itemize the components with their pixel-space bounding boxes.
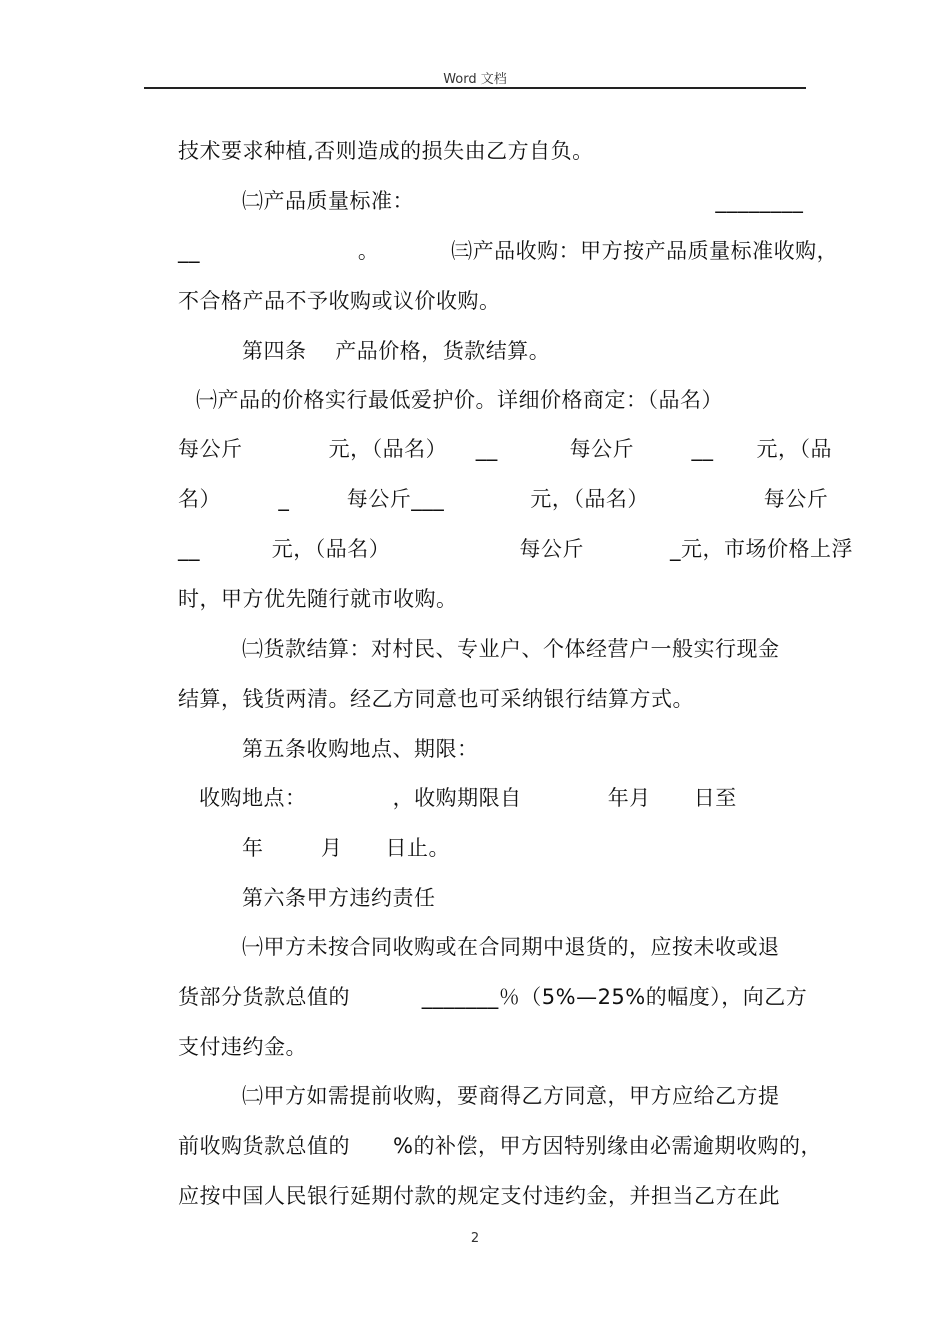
- body-line: 应按中国人民银行延期付款的规定支付违约金，并担当乙方在此: [178, 1184, 780, 1208]
- body-line: ㈡货款结算：对村民、专业户、个体经营户一般实行现金: [242, 637, 780, 661]
- body-line: 前收购货款总值的 %的补偿，甲方因特别缘由必需逾期收购的，: [178, 1134, 823, 1158]
- body-line: 结算，钱货两清。经乙方同意也可采纳银行结算方式。: [178, 687, 694, 711]
- page-number: 2: [470, 1231, 480, 1246]
- body-line: ㈡甲方如需提前收购，要商得乙方同意，甲方应给乙方提: [242, 1084, 780, 1108]
- body-line: 第四条 产品价格，货款结算。: [242, 339, 551, 363]
- body-line: 年 月 日止。: [242, 836, 450, 860]
- page-header: Word 文档: [443, 72, 507, 87]
- body-line: 支付违约金。: [178, 1035, 307, 1059]
- body-line: 技术要求种植,否则造成的损失由乙方自负。: [178, 139, 594, 163]
- header-rule: [144, 87, 806, 89]
- body-line: 第五条收购地点、期限：: [242, 737, 479, 761]
- body-line: 第六条甲方违约责任: [242, 886, 436, 910]
- body-line: 货部分货款总值的 _______％（5%—25%的幅度），向乙方: [178, 985, 808, 1009]
- body-line: __ 元，（品名） 每公斤 _元，市场价格上浮: [178, 537, 854, 561]
- body-line: ㈠甲方未按合同收购或在合同期中退货的，应按未收或退: [242, 935, 780, 959]
- body-line: 收购地点： ，收购期限自 年月 日至: [199, 786, 737, 810]
- body-line: 不合格产品不予收购或议价收购。: [178, 289, 501, 313]
- body-line: __ 。 ㈢产品收购：甲方按产品质量标准收购，: [178, 239, 839, 263]
- body-line: ㈠产品的价格实行最低爱护价。详细价格商定：（品名）: [196, 388, 723, 412]
- body-line: ㈡产品质量标准： ________: [242, 189, 804, 213]
- body-line: 名） _ 每公斤___ 元，（品名） 每公斤: [178, 487, 829, 511]
- body-line: 时，甲方优先随行就市收购。: [178, 587, 458, 611]
- body-line: 每公斤 元，（品名） __ 每公斤 __ 元，（品: [178, 437, 833, 461]
